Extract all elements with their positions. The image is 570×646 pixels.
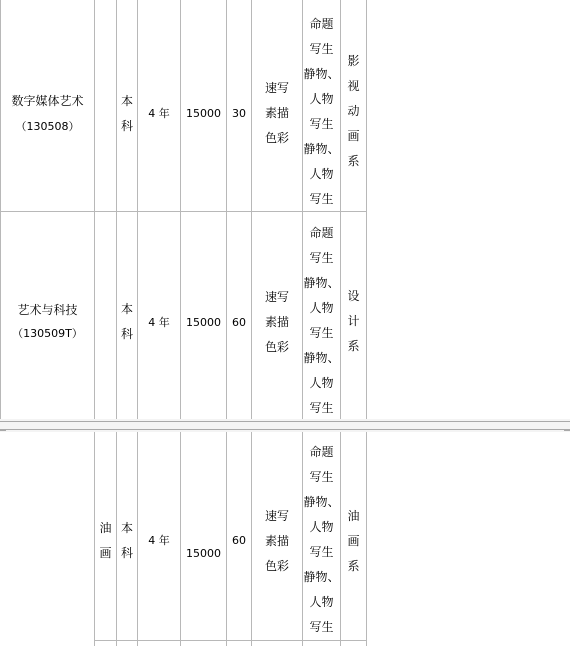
page-separator-line [0,429,570,430]
exam-subjects: 速写 素描 色彩 [264,509,289,573]
grid-line [366,432,367,646]
study-duration: 4 年 [148,534,170,547]
tuition: 15000 [186,316,221,329]
page-separator-line [0,421,570,422]
grid-line [0,0,1,419]
exam-content: 命题 写生 静物、 人物 写生 静物、 人物 写生 [303,445,340,634]
major-name: 数字媒体艺术 [11,94,84,108]
grid-line [366,0,367,419]
major-code: （130508） [15,120,80,133]
department: 油 画 系 [347,509,360,573]
department: 设 计 系 [347,289,360,353]
grid-line [94,640,367,641]
exam-content: 命题 写生 静物、 人物 写生 静物、 人物 写生 [303,17,340,206]
page-separator-mark [564,421,570,431]
study-duration: 4 年 [148,316,170,329]
study-duration: 4 年 [148,107,170,120]
enrollment-quota: 30 [232,107,246,120]
page-separator-mark [0,421,6,431]
tuition: 15000 [186,547,221,560]
enrollment-quota: 60 [232,534,246,547]
major-name: 油 画 [99,521,112,560]
grid-line [180,432,181,646]
tuition: 15000 [186,107,221,120]
degree-level: 本 科 [120,94,133,133]
exam-subjects: 速写 素描 色彩 [264,81,289,145]
grid-line [137,0,138,419]
major-code: （130509T） [12,327,83,340]
grid-line [94,0,95,419]
enrollment-quota: 60 [232,316,246,329]
grid-line [226,0,227,419]
department: 影 视 动 画 系 [347,54,360,168]
major-name: 艺术与科技 [17,303,78,317]
grid-line [180,0,181,419]
degree-level: 本 科 [120,302,133,341]
degree-level: 本 科 [120,521,133,560]
grid-line [116,0,117,419]
exam-subjects: 速写 素描 色彩 [264,290,289,354]
exam-content: 命题 写生 静物、 人物 写生 静物、 人物 写生 [303,226,340,415]
